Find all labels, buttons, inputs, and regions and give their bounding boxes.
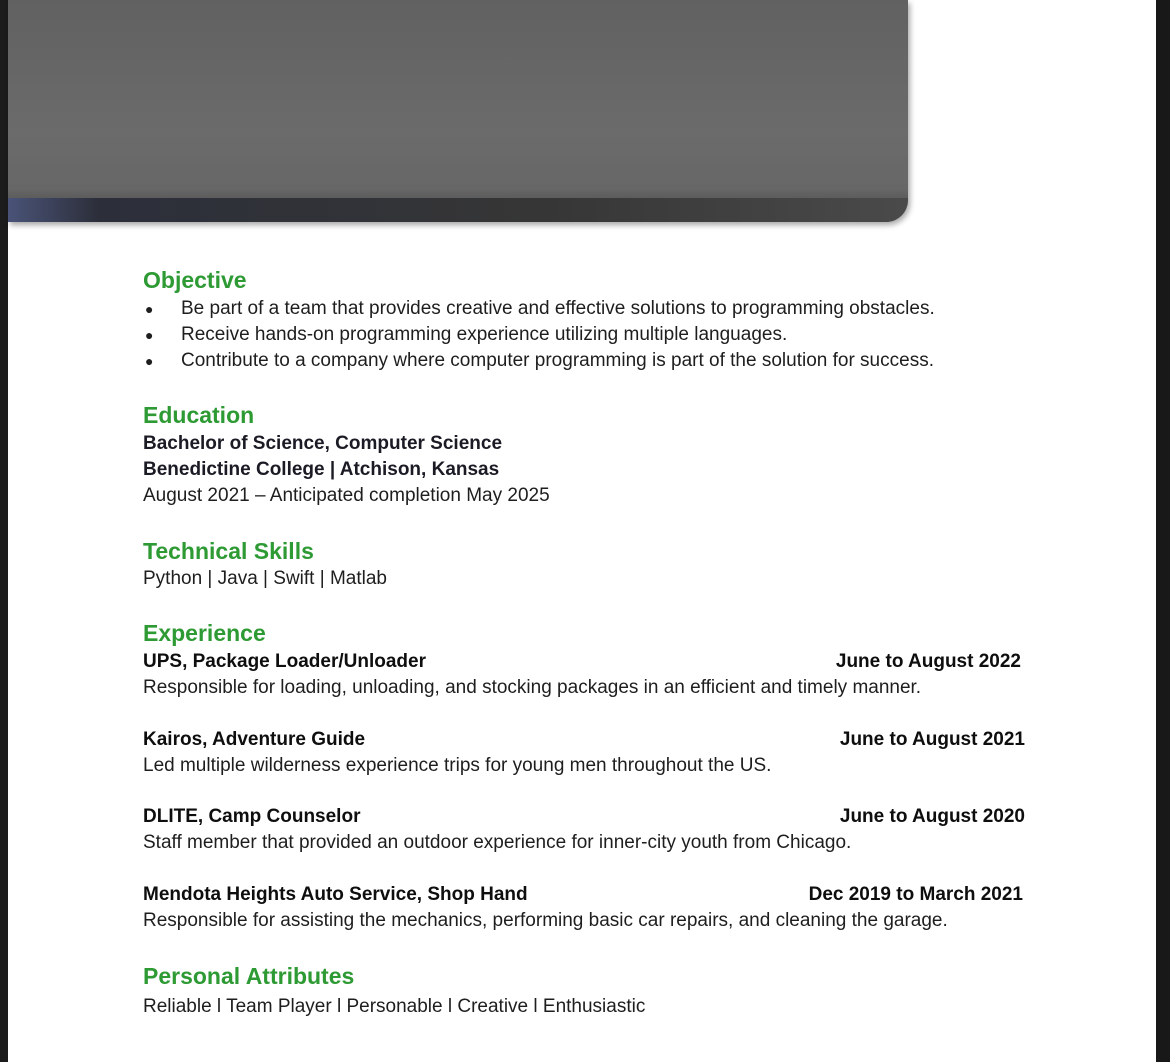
experience-entry [143, 649, 1043, 701]
attributes-list: Reliable l Team Player l Personable l Creative l Enthusiastic [143, 996, 646, 1017]
education-heading: Education [143, 402, 255, 428]
job-dates: June to August 2022 [835, 651, 1021, 672]
left-margin [0, 0, 8, 1062]
objective-item: ● Receive hands-on programming experience utilizing multiple languages. [143, 322, 1043, 348]
job-role: Kairos, Adventure Guide [143, 729, 366, 750]
education-school: Benedictine College | Atchison, Kansas [143, 459, 500, 480]
job-dates: Dec 2019 to March 2021 [808, 884, 1023, 905]
skills-heading: Technical Skills [143, 538, 314, 564]
skills-list: Python | Java | Swift | Matlab [143, 568, 387, 589]
right-margin [1156, 0, 1170, 1062]
objective-heading: Objective [143, 267, 247, 293]
education-dates: August 2021 – Anticipated completion May 2025 [143, 485, 550, 506]
job-header [143, 882, 1023, 908]
objective-item: ● Contribute to a company where computer programming is part of the solution for success. [143, 348, 1043, 374]
job-dates: June to August 2021 [839, 729, 1025, 750]
job-header [143, 649, 1021, 675]
experience-entry [143, 882, 1043, 934]
job-description: Responsible for assisting the mechanics, performing basic car repairs, and cleaning the garage. [143, 910, 948, 931]
experience-entry [143, 804, 1043, 856]
job-header [143, 727, 1025, 753]
job-header [143, 804, 1025, 830]
job-description: Responsible for loading, unloading, and stocking packages in an efficient and timely manner. [143, 677, 922, 698]
attributes-heading: Personal Attributes [143, 963, 355, 989]
experience-heading: Experience [143, 620, 266, 646]
resume-content [143, 266, 1043, 1020]
resume-page [8, 0, 1156, 1062]
job-description: Staff member that provided an outdoor experience for inner-city youth from Chicago. [143, 832, 852, 853]
header-banner [8, 0, 908, 222]
job-dates: June to August 2020 [839, 806, 1025, 827]
objective-item: ● Be part of a team that provides creative and effective solutions to programming obstacles. [143, 296, 1043, 322]
job-role: Mendota Heights Auto Service, Shop Hand [143, 884, 528, 905]
education-degree: Bachelor of Science, Computer Science [143, 433, 503, 454]
experience-entry [143, 727, 1043, 779]
job-role: UPS, Package Loader/Unloader [143, 651, 426, 672]
job-role: DLITE, Camp Counselor [143, 806, 361, 827]
objective-list [143, 296, 1043, 374]
job-description: Led multiple wilderness experience trips for young men throughout the US. [143, 755, 772, 776]
